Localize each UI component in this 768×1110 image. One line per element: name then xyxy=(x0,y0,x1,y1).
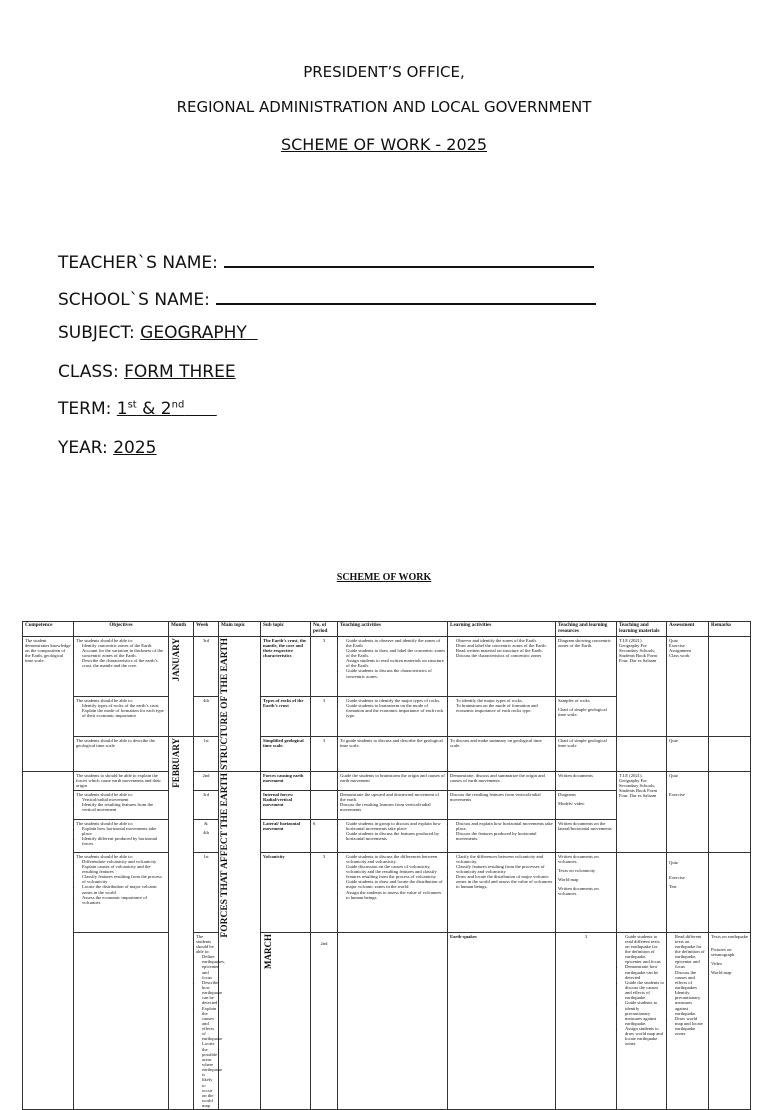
objectives-cell: The students to should be able to explain the forces which cause earth movements and their origin xyxy=(74,771,169,790)
col-remarks: Remarks xyxy=(709,622,751,637)
objectives-cell: The students should be able to: • Identify concentric zones of the Earth. • Account for the variation in thickness of the concentric zones of the Earth. • Describe the characteristics of the earth’s crust, the mantle and the core. xyxy=(74,636,169,696)
col-competence: Competence xyxy=(23,622,74,637)
assessment-cell: Quiz xyxy=(667,736,709,771)
class-field xyxy=(58,362,236,382)
materials-cell: T.I.E (2021). Geography For Secondary Schools, Students Book Form Four. Dar es Salaam xyxy=(617,771,667,852)
competence-cell xyxy=(74,932,169,1110)
periods-cell: 6 xyxy=(311,819,338,852)
col-sub-topic: Sub topic xyxy=(261,622,311,637)
periods-cell: 3 xyxy=(311,736,338,771)
week-cell: & 4th xyxy=(194,819,219,852)
remarks-cell xyxy=(709,852,751,932)
periods-cell: 3 xyxy=(311,696,338,736)
col-resources: Teaching and learning resources xyxy=(556,622,617,637)
col-assessment: Assessment xyxy=(667,622,709,637)
col-materials: Teaching and learning materials xyxy=(617,622,667,637)
teaching-cell: • Guide students to observe and identify the zones of the Earth • Guide students to draw and label the concentric zones of the Earth. • Assign students to read written materials on structure of the Earth. • Guide students to discuss the characteristics of concentric zones. xyxy=(338,636,448,696)
col-teaching-activities: Teaching activities xyxy=(338,622,448,637)
learning-cell: • Discuss and explain how horizontal movements take place. • Discuss the features produced by horizontal movements. xyxy=(448,819,556,852)
year-field xyxy=(58,438,156,458)
scheme-of-work-table xyxy=(22,621,751,1110)
objectives-cell: The students should be able to: • Define earthquakes, epicenter and focus • Describe how earthquake can be detected • Explain the causes and effects of earthquake • Locate the possible areas where earthquake is likely to occur on the world map xyxy=(194,932,219,1110)
objectives-cell: The students should be able to describe the geological time scale xyxy=(74,736,169,771)
week-cell: 2nd xyxy=(194,771,219,790)
teaching-cell: To guide students to discuss and describe the geological time scale. xyxy=(338,736,448,771)
objectives-cell: The students should be able to: • Explain how horizontal movements take place • Identify different produced by horizontal forces xyxy=(74,819,169,852)
week-cell: 3rd xyxy=(194,636,219,696)
assessment-cell: Quiz Exercise xyxy=(667,771,709,852)
month-march: MARCH xyxy=(261,932,311,1110)
periods-cell: 3 xyxy=(311,636,338,696)
objectives-cell: The students should be able to: • Identify types of rocks of the earth’s crust • Explain the mode of formation for each type of their economic importance xyxy=(74,696,169,736)
table-row xyxy=(23,636,751,696)
objectives-cell: The students should be able to: • Vertical/radial movement • Identify the resulting features from the vertical movement xyxy=(74,790,169,819)
school-label: SCHOOL`S NAME: xyxy=(58,290,210,310)
week-cell: 1st xyxy=(194,852,219,932)
periods-cell xyxy=(311,771,338,790)
learning-cell: Demonstrate, discuss and summarize the origin and causes of earth movements. xyxy=(448,771,556,790)
subject-value: GEOGRAPHY xyxy=(140,323,247,343)
resources-cell: Texts on earthquake Pictures on seismograph Video World map xyxy=(709,932,751,1110)
resources-cell: Diagram showing concentric zones of the Earth. xyxy=(556,636,617,696)
table-header-row xyxy=(23,622,751,637)
resources-cell: Written documents on the lateral/horizontal movements xyxy=(556,819,617,852)
teaching-cell: • Guide students to read different texts on earthquake for the definition of earthquake, epicenter and focus • Demonstrate how earthquake can be detected • Guide the students to discuss the causes and effects of earthquake • Guide students to identify precautionary measures against earthquake. • Assign students to draw world map and locate earthquake zones xyxy=(617,932,667,1110)
learning-cell: • Clarify the differences between volcanicity and volcanicity. • Classify features resulting from the processes of volcanicity and volcanicity • Draw and locate the distribution of major volcanic zones in the world and assess the value of volcanoes to human beings. xyxy=(448,852,556,932)
subtopic-cell: Types of rocks of the Earth’s crust xyxy=(261,696,311,736)
col-week: Week xyxy=(194,622,219,637)
col-main-topic: Main topic xyxy=(219,622,261,637)
week-cell: 1st xyxy=(194,736,219,771)
competence-cell: The student demonstrates knowledge on the composition of the Earth, geological time scale. xyxy=(23,636,74,771)
term-field xyxy=(58,399,217,419)
subtopic-cell: Forces causing earth movement xyxy=(261,771,311,790)
remarks-cell xyxy=(709,636,751,736)
teacher-label: TEACHER`S NAME: xyxy=(58,253,218,273)
learning-cell: To discuss and make summary on geological time scale. xyxy=(448,736,556,771)
teaching-cell: • Guide students to discuss the differences between volcanicity and volcanicity. • Guide discussion on the causes of volcanicity, volcanicity and the resulting features and classify features resulting from the process of volcanicity • Guide students to draw and locate the distribution of major volcanic zones in the world • Assign the students to assess the value of volcanoes to human beings. xyxy=(338,852,448,932)
subtopic-cell: Volcanicity xyxy=(261,852,311,932)
school-name-field xyxy=(58,285,596,310)
resources-cell: Chart of simple geological time scale xyxy=(556,736,617,771)
teaching-cell: • Guide students to identify the major types of rocks. • Guide students to brainstorm on the mode of formation and the economic importance of each rock type. xyxy=(338,696,448,736)
periods-cell xyxy=(311,790,338,819)
header-line-2: REGIONAL ADMINISTRATION AND LOCAL GOVERNMENT xyxy=(176,98,592,116)
learning-cell: • To identify the major types of rocks. • To brainstorm on the mode of formation and economic importance of each rocks type. xyxy=(448,696,556,736)
col-learning-activities: Learning activities xyxy=(448,622,556,637)
week-cell: 2nd xyxy=(311,932,338,1110)
subject-field xyxy=(58,323,258,343)
subject-label: SUBJECT: xyxy=(58,323,135,343)
col-objectives: Objectives xyxy=(74,622,169,637)
materials-cell xyxy=(617,852,667,932)
week-cell: 3rd xyxy=(194,790,219,819)
teaching-cell: Demonstrate the upward and downward movement of the earth. Discuss the resulting features from vertical/radial movements xyxy=(338,790,448,819)
teacher-name-field xyxy=(58,248,594,273)
col-periods: No. of period xyxy=(311,622,338,637)
document-title: SCHEME OF WORK - 2025 xyxy=(280,135,488,154)
year-value: 2025 xyxy=(113,438,157,458)
learning-cell: Discuss the resulting features from vertical/radial movements xyxy=(448,790,556,819)
table-row xyxy=(23,852,751,932)
periods-cell: 3 xyxy=(556,932,617,1110)
subtopic-cell: The Earth’s crust, the mantle, the core and their respective characteristics xyxy=(261,636,311,696)
subtopic-cell: Simplified geological time scale. xyxy=(261,736,311,771)
table-row xyxy=(23,932,751,1110)
month-february: FEBRUARY xyxy=(169,736,194,1110)
subtopic-cell: Internal forces: Radial/vertical movement xyxy=(261,790,311,819)
term-label: TERM: xyxy=(58,399,112,419)
remarks-cell xyxy=(709,771,751,852)
learning-cell: • Observe and identify the zones of the Earth. • Draw and label the concentric zones of the Earth. • Read written material on structure of the Earth. • Discuss the characteristics of concentric zones xyxy=(448,636,556,696)
competence-cell xyxy=(23,771,74,1110)
year-label: YEAR: xyxy=(58,438,108,458)
teaching-cell: • Guide students in group to discuss and explain how horizontal movements take place • Guide students to discuss the features produced by horizontal movements xyxy=(338,819,448,852)
class-value: FORM THREE xyxy=(124,362,236,382)
subtopic-cell: Earth-quakes xyxy=(448,932,556,1110)
table-row xyxy=(23,771,751,790)
main-topic-structure: STRUCTURE OF THE EARTH xyxy=(219,636,261,771)
resources-cell: Written documents on volcanoes. Texts on volcanicity World map Written documents on volcanoes xyxy=(556,852,617,932)
resources-cell: Written documents xyxy=(556,771,617,790)
remarks-cell xyxy=(709,736,751,771)
table-row xyxy=(23,736,751,771)
week-cell: 4th xyxy=(194,696,219,736)
main-topic-cell xyxy=(338,932,448,1110)
term-value: 1st & 2nd xyxy=(116,399,185,419)
teaching-cell: Guide the students to brainstorm the origin and causes of earth movement xyxy=(338,771,448,790)
objectives-cell: The students should be able to: • Differentiate volcanicity and volcanicity • Explain causes of volcanicity and the resulting features • Classify features resulting from the process of volcanicity • Locate the distribution of major volcanic zones in the world • Assess the economic importance of volcanoes xyxy=(74,852,169,932)
col-month: Month xyxy=(169,622,194,637)
month-january: JANUARY xyxy=(169,636,194,736)
learning-cell: • Read different texts on earthquake for the definition of earthquake, epicenter and focus • Discuss the causes and effects of earthquakes • Identify precautionary measures against earthquake. • Draw world map and locate earthquake zones xyxy=(667,932,709,1110)
assessment-cell: Quiz Exercise Assignment Class work xyxy=(667,636,709,736)
scheme-table-title: SCHEME OF WORK xyxy=(336,572,432,583)
resources-cell: Samples of rocks Chart of simple geological time scale. xyxy=(556,696,617,736)
subtopic-cell: Lateral/ horizontal movement xyxy=(261,819,311,852)
assessment-cell: Quiz Exercise Test xyxy=(667,852,709,932)
main-topic-forces: FORCES THAT AFFECT THE EARTH xyxy=(219,771,261,1110)
teacher-blank-line xyxy=(224,248,594,268)
periods-cell: 3 xyxy=(311,852,338,932)
header-line-1: PRESIDENT’S OFFICE, xyxy=(303,63,465,81)
materials-cell: T.I.E (2021). Geography For Secondary Schools, Students Book Form Four. Dar es Salaam xyxy=(617,636,667,736)
class-label: CLASS: xyxy=(58,362,119,382)
resources-cell: Diagrams Models/ video xyxy=(556,790,617,819)
school-blank-line xyxy=(216,285,596,305)
materials-cell xyxy=(617,736,667,771)
